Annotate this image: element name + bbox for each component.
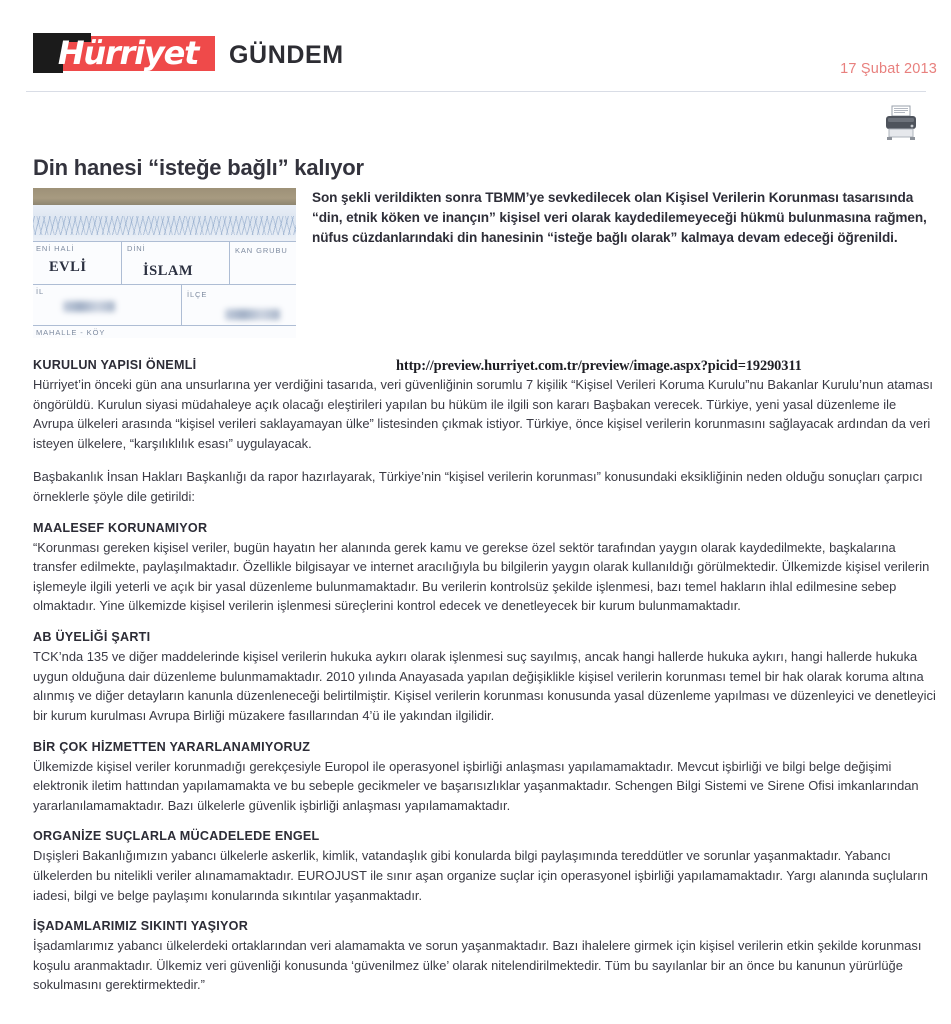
paragraph: Dışişleri Bakanlığımızın yabancı ülkelerle askerlik, kimlik, vatandaşlık gibi konularda bilgi paylaşımında tereddütler ve sorunlar yaşanmaktadır. Yabancı ülkelerden bu nitelikli veriler alınamamaktadır. EUROJUST ile sınır aşan organize suçlar için operasyonel işbirliği yapılamamaktadır. Yargı alanında suçluların iadesi, bilgi ve belge paylaşımı konularında sıkıntılar yaşanmaktadır. [33, 848, 928, 903]
page-title: Din hanesi “isteğe bağlı” kalıyor [33, 154, 364, 180]
redacted-value-ilce [225, 309, 280, 320]
card-line [181, 284, 182, 325]
masthead [0, 0, 951, 96]
section-heading-maalesef-korunamiyor: MAALESEF KORUNAMIYOR [33, 520, 208, 535]
lead-paragraph: Son şekli verildikten sonra TBMM’ye sevkedilecek olan Kişisel Verilerin Korunması tasarısında “din, etnik köken ve inançın” kişisel veri olarak kaydedilemeyeceği hükmü bulunmasına rağmen, nüfus cüzdanlarındaki din hanesinin “isteğe bağlı olarak” kalmaya devam edeceği öğrenildi. [312, 190, 927, 245]
field-label-il: İL [36, 287, 45, 296]
card-line [33, 241, 296, 242]
card-line [33, 284, 296, 285]
field-label-dini: DİNİ [127, 244, 146, 253]
card-line [229, 241, 230, 284]
header-divider [26, 91, 926, 92]
paragraph: İşadamlarımız yabancı ülkelerdeki ortaklarından veri alamamakta ve sorun yaşanmaktadır. Bazı ihalelere girmek için kişisel verilerin etkin şekilde korunması koşulu aranmaktadır. Ülkemiz veri güvenliği konusunda ‘güvenilmez ülke’ olarak nitelendirilmektedir. Tüm bu sayılanlar bir an önce bu kanunun yürürlüğe sokulmasını gerektirmektedir.” [33, 938, 922, 993]
section-title: GÜNDEM [229, 41, 344, 69]
section-heading-organize-suclarla: ORGANİZE SUÇLARLA MÜCADELEDE ENGEL [33, 829, 320, 844]
field-label-medeni-hali: ENİ HALİ [36, 244, 75, 253]
article-body [33, 358, 938, 1009]
paragraph: Hürriyet’in önceki gün ana unsurlarına yer verdiğini tasarıda, veri güvenliğinin sorumlu 7 kişilik “Kişisel Verileri Koruma Kurulu”nu Bakanlar Kurulu’nun ataması öngörüldü. Kurulun siyasi müdahaleye açık olacağı eleştirileri yapılan bu hüküm ile ilgili son kararı Başbakan verecek. Türkiye, yeni yasal düzenleme ile Avrupa ülkeleri arasında “kişisel verileri saklayamayan ülke” listesinden çıkmak istiyor. Türkiye, önce kişisel verilerin korunmasını sağlayacak ardından da veri isteyen ülkelere, “karşılıklılık esası” uygulayacak. [33, 377, 933, 451]
field-value-dini: İSLAM [143, 263, 194, 279]
section-heading-bir-cok-hizmetten: BİR ÇOK HİZMETTEN YARARLANAMIYORUZ [33, 739, 311, 754]
field-label-mahalle-koy: MAHALLE - KÖY [36, 328, 106, 337]
field-value-medeni-hali: EVLİ [49, 259, 87, 275]
field-label-kan-grubu: KAN GRUBU [235, 246, 288, 255]
paragraph: TCK’nda 135 ve diğer maddelerinde kişisel verilerin hukuka aykırı olarak işlenmesi suç sayılmış, ancak hangi hallerde hukuka aykırı, hangi hallerde hukuka uygun olduğuna dair düzenleme bulunmamaktadır. 2010 yılında Anayasada yapılan değişiklikle kişisel verilerin korunması temel bir hak olarak koruma altına alınmış ve diğer detayların kanunla düzenleneceği belirtilmiştir. Kişisel verilerin korunması konusunda yasal düzenleme yapılması ve düzenleyici ve denetleyici bir kurum kurulması Avrupa Birliği müzakere fasıllarından 4’ü ile yakından ilgilidir. [33, 649, 936, 723]
id-card-fields [33, 241, 296, 338]
lead-block [33, 188, 938, 338]
paragraph: Ülkemizde kişisel veriler korunmadığı gerekçesiyle Europol ile operasyonel işbirliği anlaşması yapılamamaktadır. Mevcut işbirliği ve bilgi belge değişimi elektronik iletim hattından yapılamamakta ve bu sebeple gecikmeler ve başarısızlıklar yaşanmaktadır. Schengen Bilgi Sistemi ve Sirene Ofisi imkanlarından yararlanılamamaktadır. Bazı ülkelerle güvenlik işbirliği anlaşması yapılamamaktadır. [33, 758, 919, 813]
field-label-ilce: İLÇE [187, 290, 208, 299]
section-heading-kurulun-yapisi: KURULUN YAPISI ÖNEMLİ [33, 358, 197, 372]
logo-wordmark: Hürriyet [57, 34, 199, 72]
image-url-overlay[interactable]: http://preview.hurriyet.com.tr/preview/image.aspx?picid=19290311 [396, 358, 802, 374]
card-line [121, 241, 122, 284]
thumbnail-photo-edge [33, 188, 296, 205]
hurriyet-logo-mark[interactable] [33, 33, 215, 73]
site-logo[interactable] [33, 33, 344, 73]
card-line [33, 325, 296, 326]
publish-date: 17 Şubat 2013 [840, 61, 937, 77]
paragraph: Başbakanlık İnsan Hakları Başkanlığı da rapor hazırlayarak, Türkiye’nin “kişisel verilerin korunması” konusundaki eksikliğinin neden olduğu sonuçları çarpıcı örneklerle şöyle dile getirildi: [33, 469, 923, 505]
article-thumbnail[interactable] [33, 188, 296, 338]
print-button[interactable] [879, 104, 923, 142]
printer-icon [879, 104, 923, 142]
guilloche-pattern [33, 216, 296, 235]
section-heading-isadamlarimiz: İŞADAMLARIMIZ SIKINTI YAŞIYOR [33, 919, 249, 934]
section-heading-ab-uyeligi-sarti: AB ÜYELİĞİ ŞARTI [33, 630, 151, 645]
redacted-value-il [63, 301, 115, 312]
section-header-row [33, 358, 938, 372]
paragraph: “Korunması gereken kişisel veriler, bugün hayatın her alanında gerek kamu ve gerekse özel sektör tarafından yaygın olarak kaydedilmekte, başkalarına transfer edilmekte, paylaşılmaktadır. Özellikle bilgisayar ve internet aracılığıyla bu bilgilerin yaygın olarak kullanıldığı görülmektedir. Ülkemizde kişisel verilerin işlemeyle ilgili yeterli ve açık bir yasal düzenleme bulunmamaktadır. Bu verilerin kontrolsüz şekilde işlenmesi, bazı temel hakların ihlal edilmesine sebep olmaktadır. Yine ülkemizde kişisel verilerin işlenmesi süreçlerini kontrol edecek ve denetleyecek bir kurum bulunmamaktadır. [33, 539, 930, 614]
